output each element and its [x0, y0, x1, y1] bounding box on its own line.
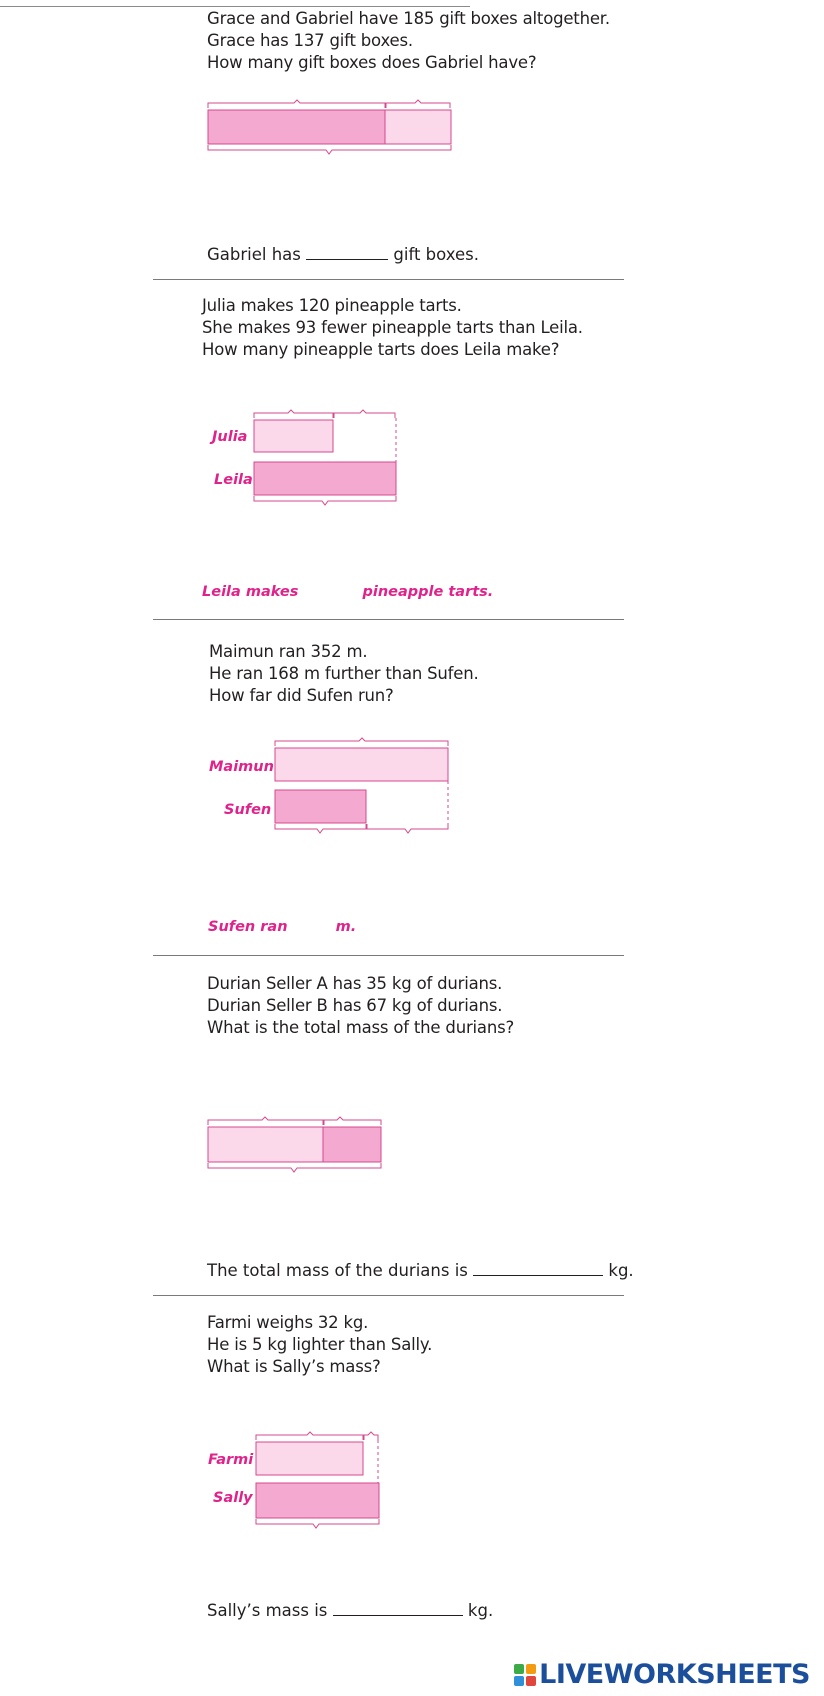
problem-5-brace-farmi	[256, 1432, 363, 1440]
problem-5-label-sally: Sally	[213, 1490, 253, 1506]
problem-3-line-3: How far did Sufen run?	[209, 686, 394, 705]
problem-1-answer-prefix: Gabriel has	[207, 245, 301, 264]
problem-5-line-2: He is 5 kg lighter than Sally.	[207, 1335, 433, 1354]
problem-3-label-maimun: Maimun	[209, 759, 274, 775]
problem-2-label-julia: Julia	[212, 429, 248, 445]
logo-square-green	[514, 1664, 524, 1674]
problem-5-label-farmi: Farmi	[208, 1452, 254, 1468]
problem-2-label-leila: Leila	[214, 472, 253, 488]
problem-3-label-sufen: Sufen	[224, 802, 272, 818]
problem-3-line-2: He ran 168 m further than Sufen.	[209, 664, 479, 683]
problem-5-answer-suffix: kg.	[467, 1601, 494, 1620]
problem-2-answer-suffix: pineapple tarts.	[362, 584, 494, 600]
problem-5-answer-blank[interactable]	[333, 1601, 463, 1616]
problem-3-answer-prefix: Sufen ran	[208, 919, 288, 935]
problem-5-line-1: Farmi weighs 32 kg.	[207, 1313, 369, 1332]
problem-5-line-3: What is Sally’s mass?	[207, 1357, 381, 1376]
problem-4-line-2: Durian Seller B has 67 kg of durians.	[207, 996, 503, 1015]
problem-4-answer-prefix: The total mass of the durians is	[207, 1261, 468, 1280]
problem-3-answer-suffix: m.	[335, 919, 357, 935]
problem-1-line-3: How many gift boxes does Gabriel have?	[207, 53, 537, 72]
problem-5-answer	[207, 1600, 493, 1622]
problem-1-answer-suffix: gift boxes.	[393, 245, 479, 264]
problem-2-answer-prefix: Leila makes	[202, 584, 299, 600]
problem-3-line-1: Maimun ran 352 m.	[209, 642, 368, 661]
problem-5-bar-farmi	[256, 1442, 363, 1475]
problem-1-line-1: Grace and Gabriel have 185 gift boxes altogether.	[207, 9, 610, 28]
liveworksheets-logo[interactable]	[514, 1659, 810, 1690]
problem-5-bar-sally	[256, 1483, 379, 1518]
liveworksheets-logo-text: LIVEWORKSHEETS	[539, 1659, 810, 1690]
problem-4-answer-suffix: kg.	[608, 1261, 634, 1280]
logo-square-blue	[514, 1676, 524, 1686]
problem-5-bottom-brace	[256, 1519, 379, 1528]
problem-5-brace-difference	[364, 1432, 378, 1440]
problem-4-line-3: What is the total mass of the durians?	[207, 1018, 515, 1037]
problem-2-line-2: She makes 93 fewer pineapple tarts than Leila.	[202, 318, 583, 337]
problem-4-line-1: Durian Seller A has 35 kg of durians.	[207, 974, 503, 993]
logo-square-orange	[526, 1664, 536, 1674]
logo-square-red	[526, 1676, 536, 1686]
liveworksheets-logo-icon	[514, 1664, 536, 1686]
problem-2-line-1: Julia makes 120 pineapple tarts.	[202, 296, 462, 315]
problem-2-line-3: How many pineapple tarts does Leila make?	[202, 340, 560, 359]
problem-5-answer-prefix: Sally’s mass is	[207, 1601, 328, 1620]
problem-1-line-2: Grace has 137 gift boxes.	[207, 31, 413, 50]
